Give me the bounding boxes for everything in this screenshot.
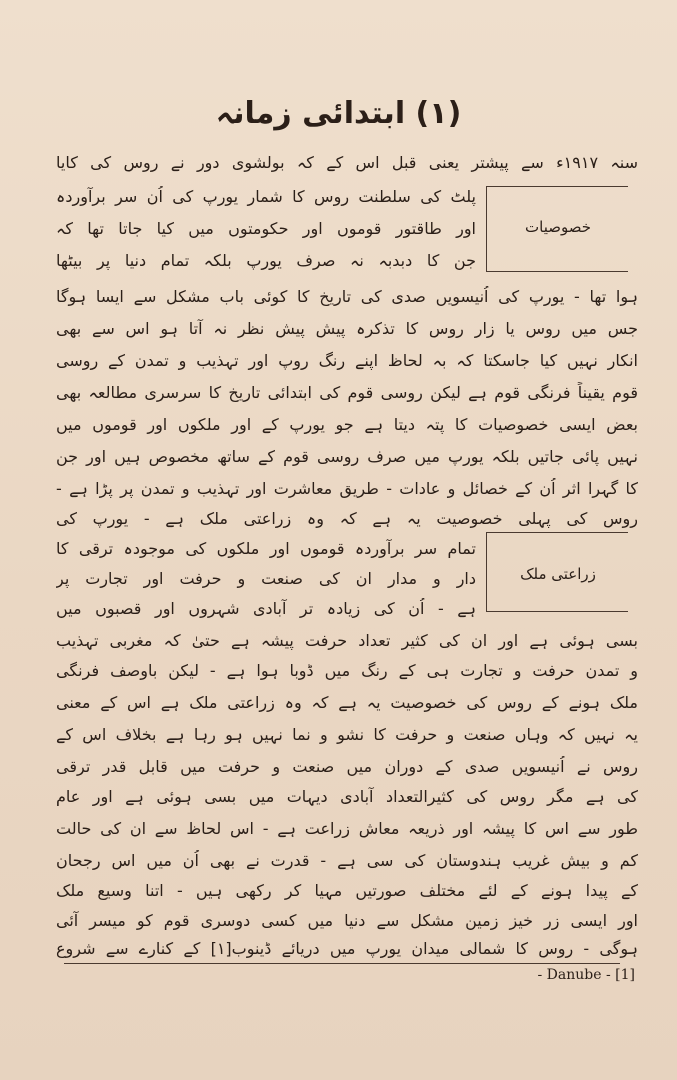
text-line: جس میں روس یا زار روس کا تذکرہ پیش پیش نظر نہ آتا ہو اس سے بھی <box>56 319 638 338</box>
text-line: جن کا دبدبہ نہ صرف یورپ بلکہ تمام دنیا پر بیٹھا <box>56 251 476 270</box>
text-line: روس کی پہلی خصوصیت یہ ہے کہ وہ زراعتی ملک ہے - یورپ کی <box>56 509 638 528</box>
chapter-heading: (۱) ابتدائی زمانہ <box>215 96 462 131</box>
text-line: اور طاقتور قوموں اور حکومتوں میں کیا جاتا تھا کہ <box>56 219 476 238</box>
side-box2-rule-left <box>486 532 487 612</box>
text-line: پلٹ کی سلطنت روس کا شمار یورپ کی اُن سر برآوردہ <box>56 187 476 206</box>
text-line: طور سے اس کا پیشہ اور ذریعہ معاش زراعت ہے - اس لحاظ سے ان کی حالت <box>56 819 638 838</box>
text-line: دار و مدار ان کی صنعت و حرفت اور تجارت پر <box>56 569 476 588</box>
text-line: اور ایسی زر خیز زمین مشکل سے دنیا میں کسی دوسری قوم کو میسر آئی <box>56 911 638 930</box>
side-box2-rule-top <box>486 532 628 533</box>
side-label-agricultural-country: زراعتی ملک <box>520 565 596 583</box>
text-line: انکار نہیں کیا جاسکتا کہ بہ لحاظ اپنے رنگ روپ اور تہذیب و تمدن کے روسی <box>56 351 638 370</box>
text-line: کے پیدا ہونے کے لئے مختلف صورتیں مہیا کر رکھی ہیں - اتنا وسیع ملک <box>56 881 638 900</box>
text-line: سنہ ۱۹۱۷ء سے پیشتر یعنی قبل اس کے کہ بولشوی دور نے روس کی کایا <box>56 153 638 172</box>
text-line: یہ نہیں کہ وہاں صنعت و حرفت کا نشو و نما نہیں ہو رہا ہے بخلاف اس کے <box>56 725 638 744</box>
side-box2-rule-bottom <box>486 611 628 612</box>
text-line: بعض ایسی خصوصیات کا پتہ دیتا ہے جو یورپ کے اور ملکوں اور قوموں میں <box>56 415 638 434</box>
footnote: - Danube - [1] <box>537 967 635 983</box>
side-box-rule-left <box>486 186 487 272</box>
side-label-features: خصوصیات <box>525 218 591 236</box>
text-line: کا گہرا اثر اُن کے خصائل و عادات - طریق معاشرت اور تہذیب و تمدن پر پڑا ہے - <box>56 479 638 498</box>
side-box-rule-top <box>486 186 628 187</box>
text-line: قوم یقیناً فرنگی قوم ہے لیکن روسی قوم کی ابتدائی تاریخ کا سرسری مطالعہ بھی <box>56 383 638 402</box>
text-line: تمام سر برآوردہ قوموں اور ملکوں کی موجودہ ترقی کا <box>56 539 476 558</box>
text-line: ہے - اُن کی زیادہ تر آبادی شہروں اور قصبوں میں <box>56 599 476 618</box>
text-line: ہوا تھا - یورپ کی اُنیسویں صدی کی تاریخ کا کوئی باب مشکل سے ایسا ہوگا <box>56 287 638 306</box>
text-line: روس نے اُنیسویں صدی کے دوران میں صنعت و حرفت میں قابل قدر ترقی <box>56 757 638 776</box>
footnote-divider <box>64 963 620 964</box>
text-line: و تمدن حرفت و تجارت ہی کے رنگ میں ڈوبا ہوا ہے - لیکن باوصف فرنگی <box>56 661 638 680</box>
text-line: ہوگی - روس کا شمالی میدان یورپ میں دریائے ڈینوب[۱] کے کنارے سے شروع <box>56 939 638 958</box>
side-box-rule-bottom <box>486 271 628 272</box>
text-line: نہیں پائی جاتیں بلکہ یورپ میں صرف روسی قوم کے ساتھ مخصوص ہیں اور جن <box>56 447 638 466</box>
text-line: بسی ہوئی ہے اور ان کی کثیر تعداد حرفت پیشہ ہے حتیٰ کہ مغربی تہذیب <box>56 631 638 650</box>
text-line: ملک ہونے کے روس کی خصوصیت یہ ہے کہ وہ زراعتی ملک ہے اس کے معنی <box>56 693 638 712</box>
text-line: کی ہے مگر روس کی کثیرالتعداد آبادی دیہات میں بسی ہوئی ہے اور عام <box>56 787 638 806</box>
text-line: کم و بیش غریب ہندوستان کی سی ہے - قدرت نے بھی اُن میں اس رجحان <box>56 851 638 870</box>
